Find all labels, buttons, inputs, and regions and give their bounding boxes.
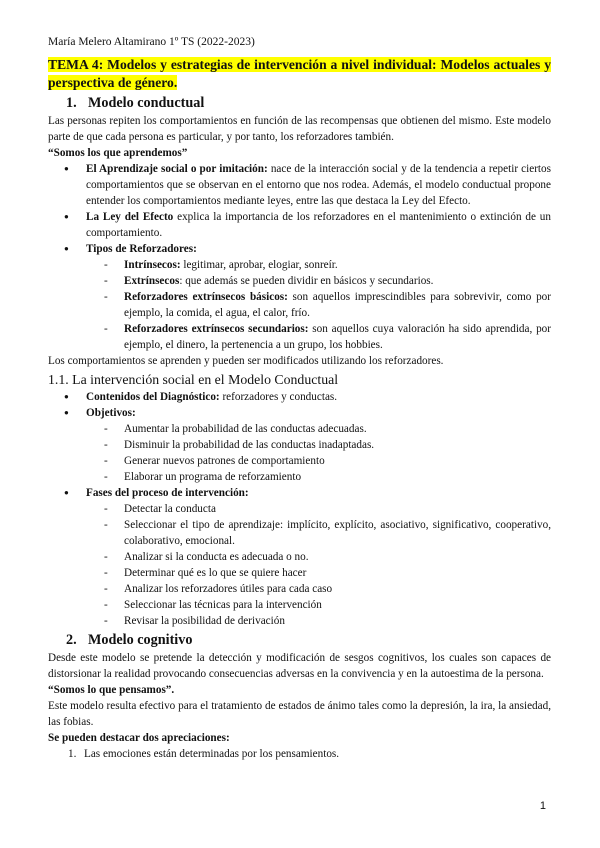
term: Reforzadores extrínsecos secundarios: xyxy=(124,323,309,335)
term: Fases del proceso de intervención: xyxy=(86,487,249,499)
section-1-bullets xyxy=(48,161,551,353)
item-text: Las emociones están determinadas por los pensamientos. xyxy=(84,748,340,760)
term: Intrínsecos: xyxy=(124,259,181,271)
list-item: - Disminuir la probabilidad de las conductas inadaptadas. xyxy=(124,437,551,453)
list-item: - Seleccionar las técnicas para la intervención xyxy=(124,597,551,613)
list-item: - Seleccionar el tipo de aprendizaje: implícito, explícito, asociativo, significativo, cooperativo, colaborativo, emocional. xyxy=(124,517,551,549)
section-1-quote: “Somos los que aprendemos” xyxy=(48,147,188,159)
list-item: - Detectar la conducta xyxy=(124,501,551,517)
page-title xyxy=(48,56,551,92)
list-item: - Determinar qué es lo que se quiere hacer xyxy=(124,565,551,581)
list-item xyxy=(86,405,551,485)
list-item: - Analizar los reforzadores útiles para cada caso xyxy=(124,581,551,597)
list-item xyxy=(68,746,551,762)
term: Extrínsecos xyxy=(124,275,180,287)
list-item xyxy=(124,289,551,321)
section-number: 1. xyxy=(66,95,77,111)
definition: reforzadores y conductas. xyxy=(219,391,338,403)
definition: son aquellos imprescindibles para sobrevivir, como por ejemplo, la comida, el agua, el calor, frío. xyxy=(124,291,551,319)
list-item xyxy=(124,257,551,273)
definition: explica la importancia de los reforzadores en el mantenimiento o extinción de un comportamiento. xyxy=(86,211,551,239)
definition: nace de la interacción social y de la tendencia a repetir ciertos comportamientos que se observan en el entorno que nos rodea. Además, el modelo conductual propone entender los comportamientos mediante leyes, entre las que destaca la Ley del Efecto. xyxy=(86,163,551,207)
list-item xyxy=(124,321,551,353)
highlighted-title: TEMA 4: Modelos y estrategias de intervención a nivel individual: Modelos actuales y perspectiva de género. xyxy=(48,57,551,90)
list-item: - Generar nuevos patrones de comportamiento xyxy=(124,453,551,469)
section-1-intro: Las personas repiten los comportamientos en función de las recompensas que obtienen del mismo. Este modelo parte de que cada persona es particular, y por tanto, los reforzadores también. xyxy=(48,115,551,143)
term: Contenidos del Diagnóstico: xyxy=(86,391,220,403)
list-item: - Elaborar un programa de reforzamiento xyxy=(124,469,551,485)
section-1-heading xyxy=(66,94,551,113)
term: Objetivos: xyxy=(86,407,136,419)
term: Tipos de Reforzadores: xyxy=(86,243,197,255)
objectives-list xyxy=(86,421,551,485)
list-item xyxy=(86,241,551,353)
list-item xyxy=(86,209,551,241)
section-2-text: Este modelo resulta efectivo para el tratamiento de estados de ánimo tales como la depresión, la ira, la ansiedad, las fobias. xyxy=(48,700,551,728)
document-page xyxy=(48,34,551,762)
term: El Aprendizaje social o por imitación: xyxy=(86,163,268,175)
list-item: - Aumentar la probabilidad de las conductas adecuadas. xyxy=(124,421,551,437)
section-1-1-bullets xyxy=(48,389,551,629)
list-item xyxy=(124,273,551,289)
section-1-closing: Los comportamientos se aprenden y pueden ser modificados utilizando los reforzadores. xyxy=(48,355,444,367)
section-title: Modelo cognitivo xyxy=(88,632,193,648)
section-2-heading xyxy=(66,631,551,650)
section-number: 1.1. xyxy=(48,372,69,387)
list-item xyxy=(86,389,551,405)
section-number: 2. xyxy=(66,632,77,648)
definition: : que además se pueden dividir en básicos y secundarios. xyxy=(179,275,434,287)
definition: son aquellos cuya valoración ha sido aprendida, por ejemplo, el dinero, la pertenencia a un grupo, los hobbies. xyxy=(124,323,551,351)
section-2-subheading: Se pueden destacar dos apreciaciones: xyxy=(48,732,230,744)
section-title: La intervención social en el Modelo Conductual xyxy=(68,372,339,387)
appreciations-list xyxy=(48,746,551,762)
section-1-1-heading xyxy=(48,370,551,389)
section-2-intro: Desde este modelo se pretende la detección y modificación de sesgos cognitivos, los cuales son capaces de distorsionar la realidad provocando consecuencias adversas en la convivencia y en la autoestima de la persona. xyxy=(48,652,551,680)
term: Reforzadores extrínsecos básicos: xyxy=(124,291,288,303)
reinforcer-types xyxy=(86,257,551,353)
section-2-quote: “Somos lo que pensamos”. xyxy=(48,684,175,696)
list-item: - Revisar la posibilidad de derivación xyxy=(124,613,551,629)
item-number: 1. xyxy=(68,748,77,760)
phases-list xyxy=(86,501,551,629)
list-item xyxy=(86,161,551,209)
list-item xyxy=(86,485,551,629)
page-number: 1 xyxy=(539,800,546,812)
section-title: Modelo conductual xyxy=(88,95,205,111)
document-header: María Melero Altamirano 1º TS (2022-2023) xyxy=(48,36,255,48)
definition: legitimar, aprobar, elogiar, sonreír. xyxy=(180,259,338,271)
term: La Ley del Efecto xyxy=(86,211,174,223)
list-item: - Analizar si la conducta es adecuada o no. xyxy=(124,549,551,565)
